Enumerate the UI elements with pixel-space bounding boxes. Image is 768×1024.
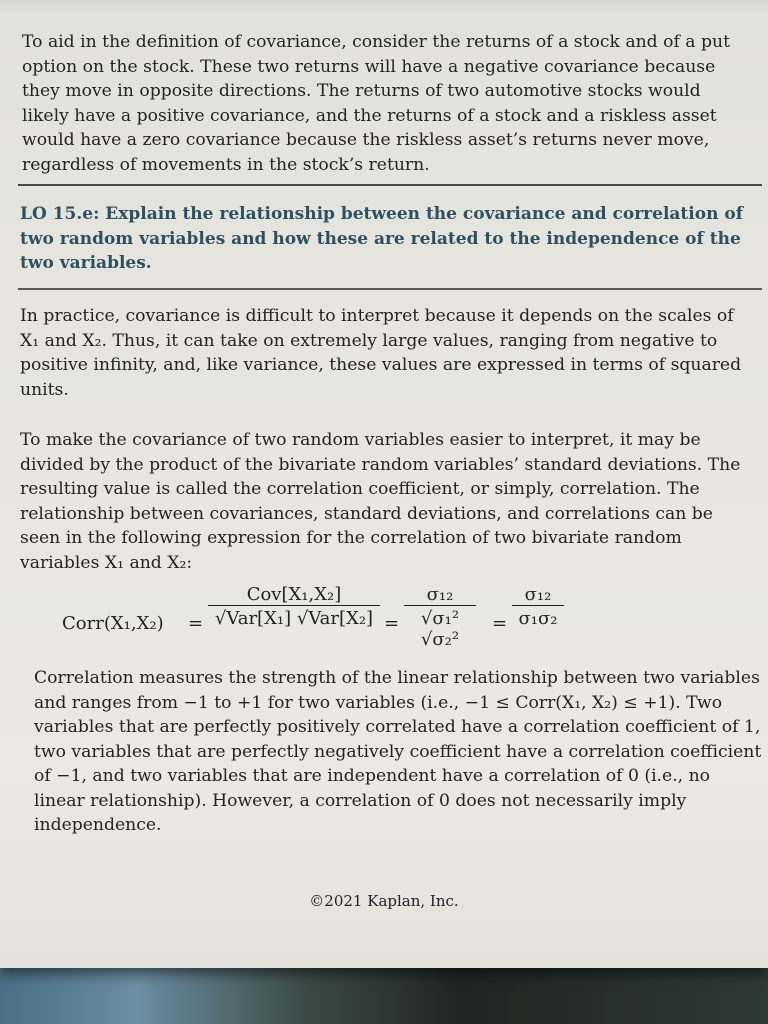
fraction1-numerator: Cov[X₁,X₂] <box>246 584 342 605</box>
fraction3-numerator: σ₁₂ <box>524 584 552 605</box>
fraction2-numerator: σ₁₂ <box>426 584 454 605</box>
fraction2-denominator: √σ₁² √σ₂² <box>404 605 476 650</box>
learning-objective-heading: LO 15.e: Explain the relationship between the covariance and correlation of two random variables and how these are related to the independence of the two variables. <box>20 204 744 273</box>
formula-equals-1: = <box>188 613 204 634</box>
paragraph-correlation-definition: To make the covariance of two random variables easier to interpret, it may be divided by the product of the bivariate random variables’ standard deviations. The resulting value is called the correlation coefficient, or simply, correlation. The relationship between covariances, standard deviations, and correlations can be seen in the following expression for the correlation of two bivariate random variables X₁ and X₂: <box>20 430 741 573</box>
paragraph-covariance-interpretation: In practice, covariance is difficult to interpret because it depends on the scales of X₁ and X₂. Thus, it can take on extremely large values, ranging from negative to positive infinity, and, like variance, these values are expressed in terms of squared units. <box>20 306 742 400</box>
formula-fraction-cov-over-var <box>208 584 380 629</box>
formula-fraction-sigma-over-product <box>512 584 564 629</box>
formula-lhs: Corr(X₁,X₂) <box>62 613 164 634</box>
formula-fraction-sigma-over-sqrt <box>404 584 476 650</box>
previous-page-edge <box>0 0 768 14</box>
fraction3-denominator: σ₁σ₂ <box>512 605 564 629</box>
fraction1-denominator: √Var[X₁] √Var[X₂] <box>208 605 380 629</box>
formula-equals-2: = <box>384 613 400 634</box>
section-rule-bottom <box>18 288 762 290</box>
correlation-formula <box>62 584 582 654</box>
paragraph-correlation-range: Correlation measures the strength of the linear relationship between two variables and ranges from −1 to +1 for two variables (i.e., −1 ≤ Corr(X₁, X₂) ≤ +1). Two variables that are perfectly positively correlated have a correlation coefficient of 1, two variables that are perfectly negatively coefficient have a correlation coefficient of −1, and two variables that are independent have a correlation of 0 (i.e., no linear relationship). However, a correlation of 0 does not necessarily imply independence. <box>34 668 762 835</box>
desk-background <box>0 960 768 1024</box>
paragraph-covariance-example: To aid in the definition of covariance, consider the returns of a stock and of a put option on the stock. These two returns will have a negative covariance because they move in opposite directions. The returns of two automotive stocks would likely have a positive covariance, and the returns of a stock and a riskless asset would have a zero covariance because the riskless asset’s returns never move, regardless of movements in the stock’s return. <box>22 32 731 175</box>
section-rule-top <box>18 184 762 186</box>
copyright-footer: ©2021 Kaplan, Inc. <box>309 892 459 910</box>
formula-equals-3: = <box>492 613 508 634</box>
